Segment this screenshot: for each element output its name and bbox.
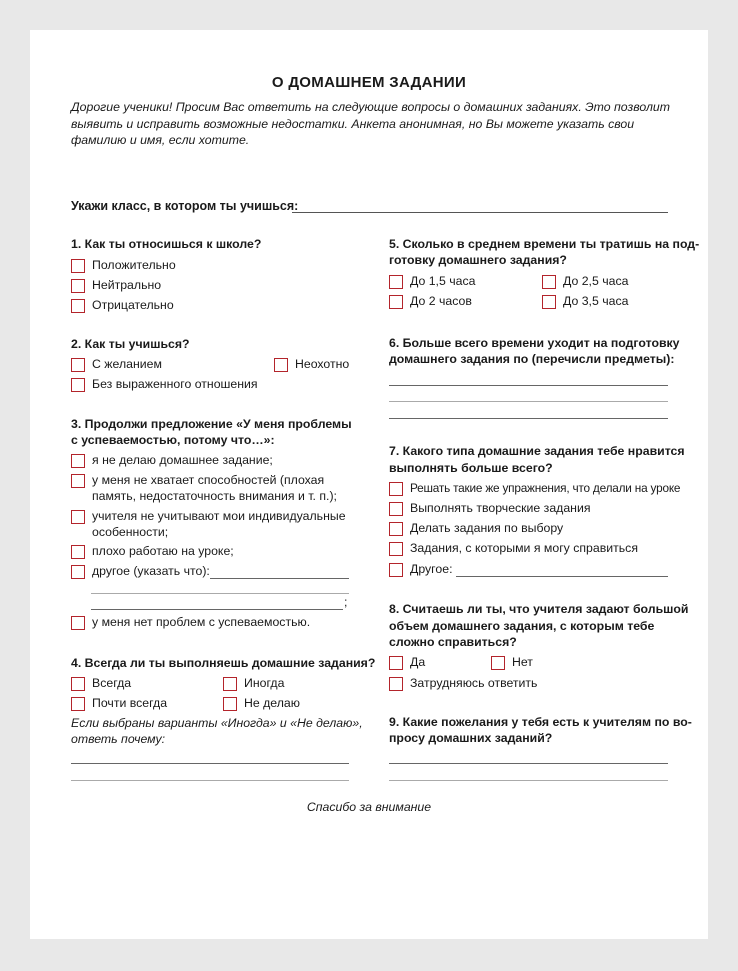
q6-answer-line-2[interactable]: [389, 401, 668, 402]
q7-option-other[interactable]: Другое:: [389, 562, 453, 577]
q4-answer-line-1[interactable]: [71, 763, 349, 764]
q5-option-2h[interactable]: До 2 часов: [389, 294, 472, 309]
checkbox[interactable]: [71, 565, 85, 579]
checkbox[interactable]: [71, 259, 85, 273]
questionnaire-page: [30, 30, 708, 939]
q4-title: 4. Всегда ли ты выполняешь домашние задания?: [71, 656, 376, 670]
q8-option-yes[interactable]: Да: [389, 655, 425, 670]
q5-option-1-5h[interactable]: До 1,5 часа: [389, 274, 475, 289]
footer-thanks: Спасибо за внимание: [306, 800, 432, 814]
class-input-line[interactable]: [292, 212, 668, 213]
checkbox[interactable]: [71, 378, 85, 392]
q5-title-line1: 5. Сколько в среднем времени ты тратишь на под-: [389, 237, 700, 251]
q8-title-line1: 8. Считаешь ли ты, что учителя задают большой: [389, 602, 689, 616]
checkbox[interactable]: [389, 502, 403, 516]
q3-option-other[interactable]: другое (указать что):: [71, 564, 210, 579]
checkbox[interactable]: [223, 677, 237, 691]
q7-option-by-choice[interactable]: Делать задания по выбору: [389, 521, 563, 536]
q3-option-teachers[interactable]: учителя не учитывают мои индивидуальные особенности;: [71, 509, 351, 540]
checkbox[interactable]: [71, 299, 85, 313]
q3-other-input-line[interactable]: [210, 578, 349, 579]
q3-option-bad-work[interactable]: плохо работаю на уроке;: [71, 544, 234, 559]
checkbox[interactable]: [71, 474, 85, 488]
q3-semicolon: ;: [344, 595, 348, 609]
checkbox[interactable]: [71, 677, 85, 691]
q3-option-no-homework[interactable]: я не делаю домашнее задание;: [71, 453, 273, 468]
checkbox[interactable]: [389, 542, 403, 556]
checkbox[interactable]: [274, 358, 288, 372]
q4-note-line2: ответь почему:: [71, 732, 166, 746]
q1-option-neutral[interactable]: Нейтрально: [71, 278, 161, 293]
q9-answer-line-2[interactable]: [389, 780, 668, 781]
checkbox[interactable]: [542, 275, 556, 289]
q7-title-line2: выполнять больше всего?: [389, 461, 553, 475]
q4-note-line1: Если выбраны варианты «Иногда» и «Не делаю»,: [71, 716, 363, 730]
q3-other-input-line-3[interactable]: [91, 609, 343, 610]
checkbox[interactable]: [71, 545, 85, 559]
q9-title-line1: 9. Какие пожелания у тебя есть к учителям по во-: [389, 715, 692, 729]
q8-option-no[interactable]: Нет: [491, 655, 533, 670]
q8-title-line2: объем домашнего задания, с которым тебе: [389, 619, 655, 633]
checkbox[interactable]: [389, 482, 403, 496]
checkbox[interactable]: [71, 616, 85, 630]
q2-option-willingly[interactable]: С желанием: [71, 357, 162, 372]
checkbox[interactable]: [389, 522, 403, 536]
q1-option-positive[interactable]: Положительно: [71, 258, 176, 273]
q7-option-creative[interactable]: Выполнять творческие задания: [389, 501, 591, 516]
q4-answer-line-2[interactable]: [71, 780, 349, 781]
q2-title: 2. Как ты учишься?: [71, 337, 190, 351]
q7-option-manageable[interactable]: Задания, с которыми я могу справиться: [389, 541, 638, 556]
q6-title-line1: 6. Больше всего времени уходит на подготовку: [389, 336, 680, 350]
q7-other-input-line[interactable]: [456, 576, 668, 577]
checkbox[interactable]: [71, 697, 85, 711]
q6-answer-line-1[interactable]: [389, 385, 668, 386]
q4-option-sometimes[interactable]: Иногда: [223, 676, 284, 691]
q8-title-line3: сложно справиться?: [389, 635, 517, 649]
checkbox[interactable]: [491, 656, 505, 670]
q2-option-reluctantly[interactable]: Неохотно: [274, 357, 349, 372]
q9-answer-line-1[interactable]: [389, 763, 668, 764]
q3-option-abilities[interactable]: у меня не хватает способностей (плохая память, недостаточность внимания и т. п.);: [71, 473, 351, 504]
q4-option-always[interactable]: Всегда: [71, 676, 131, 691]
q7-option-same-exercises[interactable]: Решать такие же упражнения, что делали на уроке: [389, 481, 680, 496]
intro-text: Дорогие ученики! Просим Вас ответить на следующие вопросы о домашних заданиях. Это позволит выявить и исправить возможные недостатки. Анкета анонимная, но Вы можете указать свои фамилию и имя, если хотите.: [71, 100, 670, 147]
class-label: Укажи класс, в котором ты учишься:: [71, 199, 299, 213]
page-title: О ДОМАШНЕМ ЗАДАНИИ: [271, 74, 467, 91]
checkbox[interactable]: [389, 563, 403, 577]
q3-option-no-problems[interactable]: у меня нет проблем с успеваемостью.: [71, 615, 310, 630]
q8-option-unsure[interactable]: Затрудняюсь ответить: [389, 676, 537, 691]
checkbox[interactable]: [71, 358, 85, 372]
checkbox[interactable]: [389, 677, 403, 691]
checkbox[interactable]: [389, 656, 403, 670]
q5-option-3-5h[interactable]: До 3,5 часа: [542, 294, 628, 309]
q5-option-2-5h[interactable]: До 2,5 часа: [542, 274, 628, 289]
q7-title-line1: 7. Какого типа домашние задания тебе нравится: [389, 444, 685, 458]
q4-option-almost-always[interactable]: Почти всегда: [71, 696, 167, 711]
q4-option-never[interactable]: Не делаю: [223, 696, 300, 711]
q1-option-negative[interactable]: Отрицательно: [71, 298, 174, 313]
q6-title-line2: домашнего задания по (перечисли предметы):: [389, 352, 675, 366]
q5-title-line2: готовку домашнего задания?: [389, 253, 567, 267]
q3-title-line2: с успеваемостью, потому что…»:: [71, 433, 275, 447]
checkbox[interactable]: [71, 279, 85, 293]
checkbox[interactable]: [542, 295, 556, 309]
q3-other-input-line-2[interactable]: [91, 593, 349, 594]
checkbox[interactable]: [389, 275, 403, 289]
q1-title: 1. Как ты относишься к школе?: [71, 237, 262, 251]
q9-title-line2: просу домашних заданий?: [389, 731, 553, 745]
q6-answer-line-3[interactable]: [389, 418, 668, 419]
q3-title-line1: 3. Продолжи предложение «У меня проблемы: [71, 417, 352, 431]
checkbox[interactable]: [71, 510, 85, 524]
q2-option-indifferent[interactable]: Без выраженного отношения: [71, 377, 258, 392]
checkbox[interactable]: [389, 295, 403, 309]
checkbox[interactable]: [223, 697, 237, 711]
checkbox[interactable]: [71, 454, 85, 468]
